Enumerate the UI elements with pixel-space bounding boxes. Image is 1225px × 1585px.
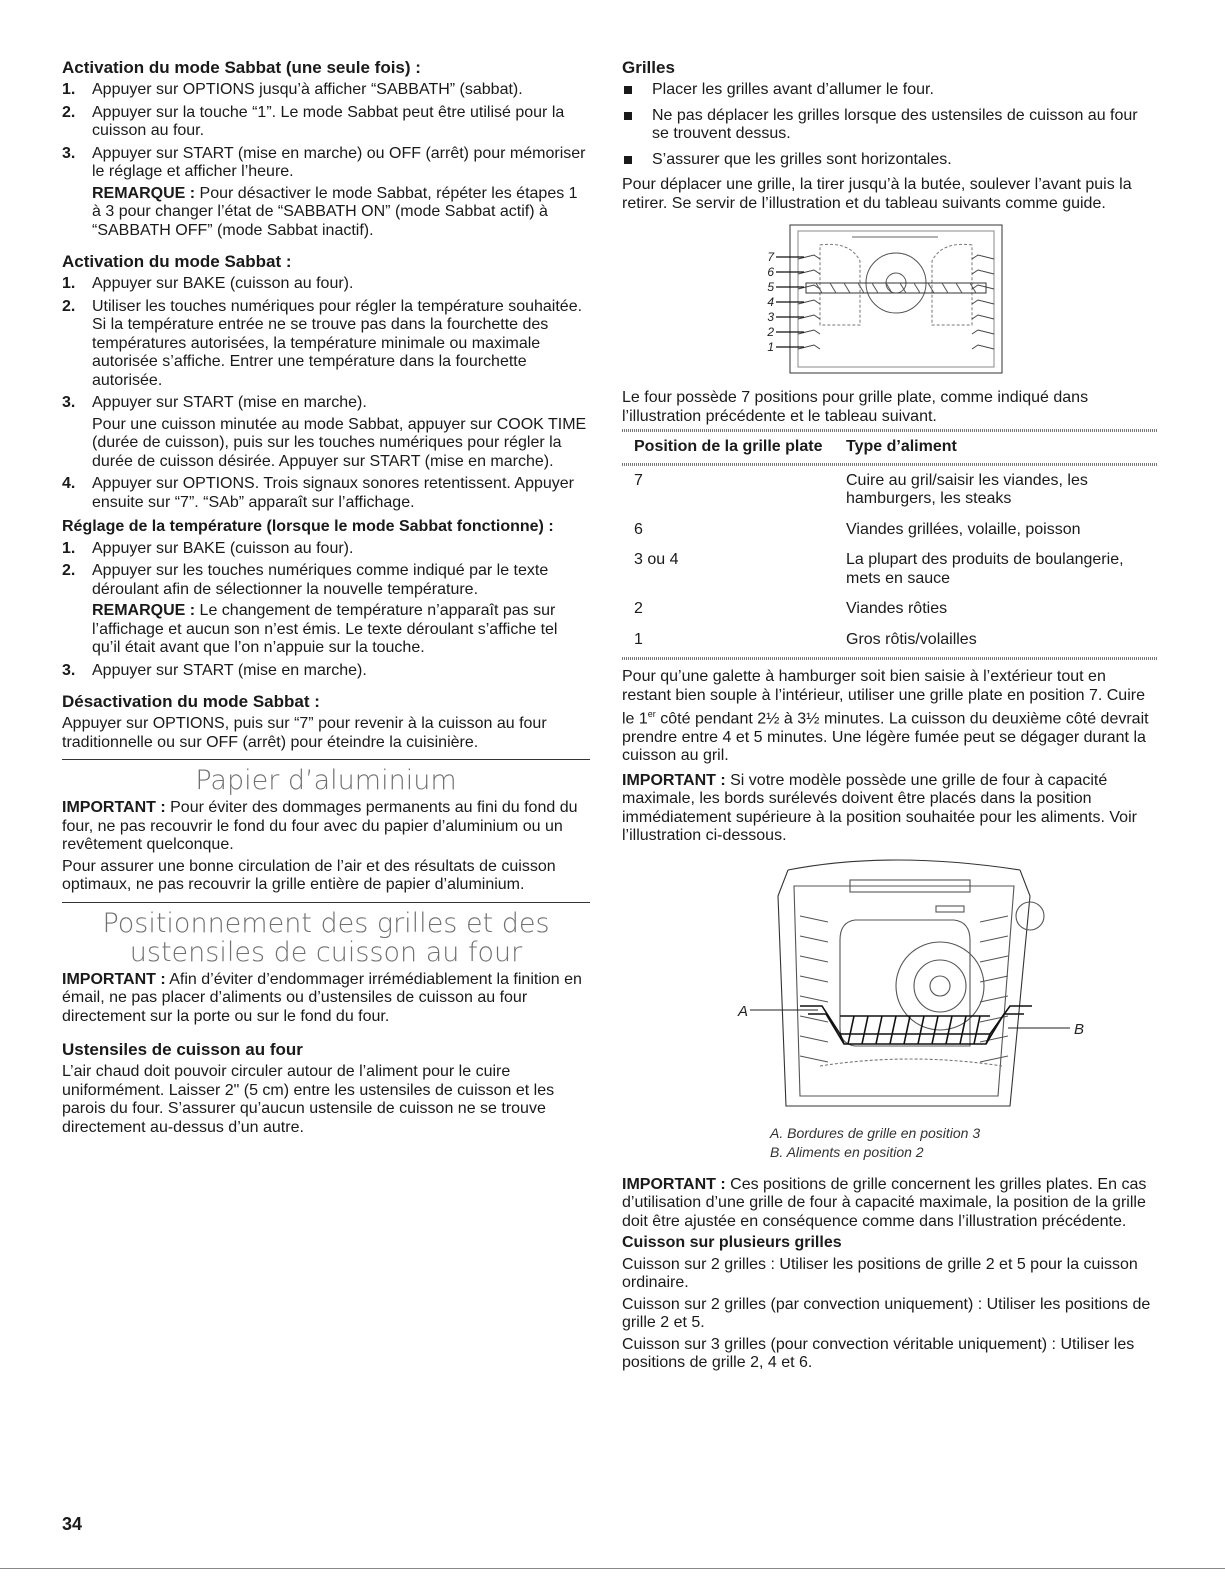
positioning-section [62, 909, 590, 1027]
list-item: 2. Utiliser les touches numériques pour régler la température souhaitée. Si la température entrée ne se trouve pas dans la fourchette des températures autorisées, la température minimale ou maximale autorisée s’affiche. Entrer une température dans la fourchette autorisée. [62, 297, 583, 389]
square-bullet-icon [624, 112, 632, 120]
temperature-section [62, 518, 590, 680]
note: REMARQUE : Pour désactiver le mode Sabbat, répéter les étapes 1 à 3 pour changer l’état de “SABBATH ON” (mode Sabbat actif) à “SABBATH OFF” (mode Sabbat inactif). [92, 184, 578, 239]
deactivate-section [62, 692, 590, 752]
deactivate-heading: Désactivation du mode Sabbat : [62, 692, 320, 711]
sabbath-once-heading: Activation du mode Sabbat (une seule fois) : [62, 58, 421, 77]
oven-outline [778, 870, 1030, 1106]
table-header: Position de la grille plate [634, 438, 823, 455]
positioning-important: IMPORTANT : Afin d’éviter d’endommager irrémédiablement la finition en émail, ne pas placer d’aliments ou d’ustensiles de cuisson au four directement sur la porte ou sur le fond du four. [62, 970, 582, 1025]
left-column [62, 58, 590, 1140]
list-item: 1. Appuyer sur BAKE (cuisson au four). [62, 275, 354, 292]
divider [62, 902, 590, 903]
table-row: 2 Viandes rôties [634, 600, 948, 617]
sabbath-section [62, 252, 590, 512]
important-flat-rack: IMPORTANT : Ces positions de grille concernent les grilles plates. En cas d’utilisation d’une grille de four à capacité maximale, la position de la grille doit être ajustée en conséquence comme dans l’illustration précédente. [622, 1175, 1147, 1230]
foil-section [62, 766, 590, 895]
racks-section [622, 58, 1157, 213]
table-top-rule [622, 429, 1157, 432]
sabbath-steps [62, 275, 590, 512]
list-item: Placer les grilles avant d’allumer le four. [622, 81, 1157, 100]
table-bottom-rule [622, 657, 1157, 660]
racks-bullets [622, 81, 1157, 169]
foil-text: Pour assurer une bonne circulation de l’air et des résultats de cuisson optimaux, ne pas recouvrir la grille entière de papier d’aluminium. [62, 857, 556, 893]
callout-b-label: B [1073, 1020, 1084, 1038]
rack-positions-illustration [760, 217, 1020, 377]
side-rack-guides [800, 916, 1008, 1062]
oven-top-outline [788, 860, 1020, 870]
foil-title: Papier d’aluminium [195, 765, 457, 796]
table-header: Type d’aliment [846, 438, 957, 455]
multi-rack-line: Cuisson sur 2 grilles : Utiliser les positions de grille 2 et 5 pour la cuisson ordinaire. [622, 1255, 1138, 1292]
racks-text: Pour déplacer une grille, la tirer jusqu’à la butée, soulever l’avant puis la retirer. Se servir de l’illustration et du tableau suivants comme guide. [622, 176, 1132, 212]
list-item: 1. Appuyer sur BAKE (cuisson au four). [62, 539, 354, 557]
list-item: 1. Appuyer sur OPTIONS jusqu’à afficher “SABBATH” (sabbat). [62, 81, 523, 98]
footer-rule [0, 1568, 1225, 1569]
rack-position-label: 5 [766, 280, 774, 294]
table-row: 3 ou 4 La plupart des produits de boulangerie, mets en sauce [634, 551, 1124, 587]
list-item: 3. Appuyer sur START (mise en marche). Pour une cuisson minutée au mode Sabbat, appuyer sur COOK TIME (durée de cuisson), puis sur les touches numériques pour régler la durée de cuisson désirée. Appuyer sur START (mise en marche). [62, 394, 590, 471]
list-item: 2. Appuyer sur la touche “1”. Le mode Sabbat peut être utilisé pour la cuisson au four. [62, 103, 565, 139]
multi-rack-line: Cuisson sur 3 grilles (pour convection véritable uniquement) : Utiliser les positions de grille 2, 4 et 6. [622, 1335, 1135, 1372]
rack-position-table [622, 434, 1157, 655]
figure-caption: A. Bordures de grille en position 3 B. Aliments en position 2 [770, 1124, 981, 1160]
multi-rack-heading: Cuisson sur plusieurs grilles [622, 1234, 842, 1252]
square-bullet-icon [624, 86, 632, 94]
rack-position-label: 4 [766, 295, 774, 309]
table-header-row [622, 434, 1157, 463]
hamburger-text: Pour qu’une galette à hamburger soit bien saisie à l’extérieur tout en restant bien souple à l’intérieur, utiliser une grille plate en position 7. Cuire le 1er côté pendant 2½ à 3½ minutes. La cuisson du deuxième côté devrait prendre entre 4 et 5 minutes. Une légère fumée peut se dégager durant la cuisson au gril. [622, 668, 1149, 765]
rack-position-label: 1 [766, 340, 774, 354]
note: Pour une cuisson minutée au mode Sabbat, appuyer sur COOK TIME (durée de cuisson), puis sur les touches numériques pour régler la durée de cuisson désirée. Appuyer sur START (mise en marche). [92, 415, 587, 470]
racks-heading: Grilles [622, 58, 675, 77]
square-bullet-icon [624, 156, 632, 164]
table-row: 6 Viandes grillées, volaille, poisson [634, 520, 1081, 538]
fan-icon [930, 976, 950, 996]
table-row: 1 Gros rôtis/volailles [634, 630, 977, 648]
max-capacity-rack-illustration [690, 856, 1090, 1118]
positions-text: Le four possède 7 positions pour grille plate, comme indiqué dans l’illustration précédente et le tableau suivant. [622, 389, 1089, 425]
bakeware-text: L’air chaud doit pouvoir circuler autour de l’aliment pour le cuire uniformément. Laisser 2" (5 cm) entre les ustensiles de cuisson et les parois du four. S’assurer qu’aucun ustensile de cuisson ne se trouve directement au-dessus d’un autre. [62, 1063, 555, 1136]
rack-position-label: 3 [766, 310, 774, 324]
sabbath-once-steps [62, 81, 590, 240]
light-icon [1016, 902, 1044, 930]
list-item: 4. Appuyer sur OPTIONS. Trois signaux sonores retentissent. Appuyer ensuite sur “7”. “SAb” apparaît sur l’affichage. [62, 475, 574, 511]
rack-position-label: 7 [766, 250, 774, 264]
foil-important: IMPORTANT : Pour éviter des dommages permanents au fini du fond du four, ne pas recouvrir le fond du four avec du papier d’aluminium ou un revêtement quelconque. [62, 799, 578, 853]
list-item: 2. Appuyer sur les touches numériques comme indiqué par le texte déroulant afin de sélectionner la nouvelle température. REMARQUE : Le changement de température n’apparaît pas sur l’affichage et aucun son n’est émis. Le texte déroulant s’affiche tel qu’il était avant que l’on n’appuie sur la touche. [62, 562, 590, 658]
rack-guides [798, 255, 994, 349]
oven-cavity-outline [790, 225, 1002, 373]
table-row: 7 Cuire au gril/saisir les viandes, les hamburgers, les steaks [634, 471, 1088, 507]
list-item: 3. Appuyer sur START (mise en marche) ou OFF (arrêt) pour mémoriser le réglage et afficher l’heure. REMARQUE : Pour désactiver le mode Sabbat, répéter les étapes 1 à 3 pour changer l’état de “SABBATH ON” (mode Sabbat actif) à “SABBATH OFF” (mode Sabbat inactif). [62, 145, 590, 241]
list-item: 3. Appuyer sur START (mise en marche). [62, 661, 367, 679]
page-number: 34 [62, 1514, 83, 1534]
sabbath-heading: Activation du mode Sabbat : [62, 252, 292, 271]
temperature-steps [62, 540, 590, 681]
positioning-title: Positionnement des grilles et des ustensiles de cuisson au four [102, 907, 550, 968]
deactivate-text: Appuyer sur OPTIONS, puis sur “7” pour revenir à la cuisson au four traditionnelle ou sur OFF (arrêt) pour éteindre la cuisinière. [62, 715, 547, 751]
divider [62, 759, 590, 760]
sabbath-once-section [62, 58, 590, 240]
rack-position-label: 6 [766, 265, 774, 279]
bakeware-heading: Ustensiles de cuisson au four [62, 1040, 303, 1059]
bakeware-section [62, 1040, 590, 1137]
note: REMARQUE : Le changement de température n’apparaît pas sur l’affichage et aucun son n’est émis. Le texte déroulant s’affiche tel qu’il était avant que l’on n’appuie sur la touche. [92, 602, 558, 656]
right-column [622, 58, 1157, 1376]
list-item: Ne pas déplacer les grilles lorsque des ustensiles de cuisson au four se trouvent dessus. [622, 107, 1157, 144]
multi-rack-line: Cuisson sur 2 grilles (par convection uniquement) : Utiliser les positions de grille 2 et 5. [622, 1295, 1151, 1332]
list-item: S’assurer que les grilles sont horizontales. [622, 151, 1157, 170]
rack-position-label: 2 [766, 325, 774, 339]
important-max-rack: IMPORTANT : Si votre modèle possède une grille de four à capacité maximale, les bords surélevés doivent être placés dans la position immédiatement supérieure à la position souhaitée pour les aliments. Voir l’illustration ci-dessous. [622, 771, 1137, 845]
temperature-heading: Réglage de la température (lorsque le mode Sabbat fonctionne) : [62, 518, 554, 535]
callout-a-label: A [737, 1002, 748, 1020]
oven-inner-wall [798, 231, 994, 367]
